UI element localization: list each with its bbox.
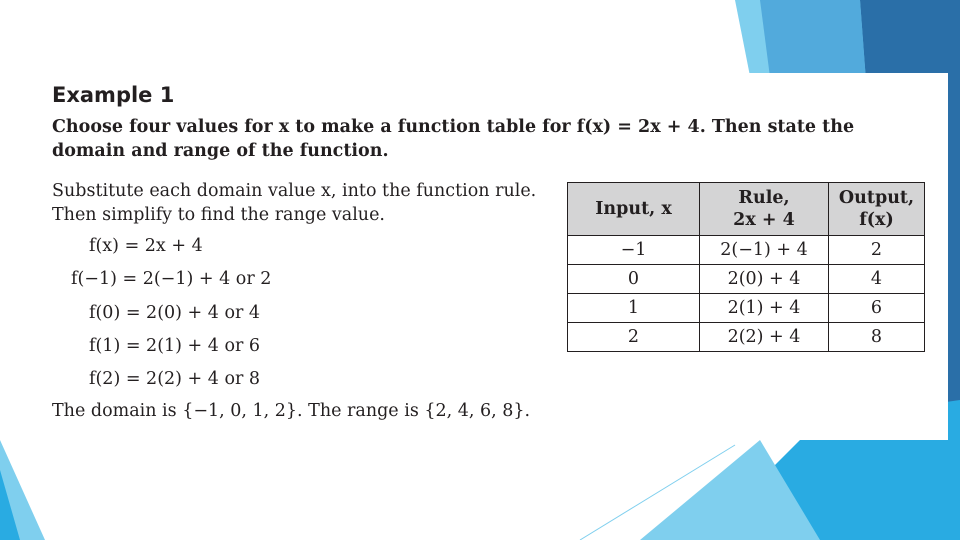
- cell-input: −1: [568, 236, 700, 265]
- header-rule: Rule, 2x + 4: [700, 183, 829, 236]
- example-card: [10, 73, 948, 440]
- table-header-row: [568, 183, 925, 236]
- step-line: f(x) = 2x + 4: [89, 236, 203, 256]
- cell-input: 0: [568, 265, 700, 294]
- header-output: Output, f(x): [829, 183, 925, 236]
- example-question: Choose four values for x to make a function table for f(x) = 2x + 4. Then state the domain and range of the function.: [52, 117, 855, 161]
- cell-output: 6: [829, 294, 925, 323]
- cell-input: 1: [568, 294, 700, 323]
- solution-intro: Substitute each domain value x, into the function rule. Then simplify to find the range value.: [52, 181, 537, 225]
- cell-rule: 2(2) + 4: [700, 323, 829, 352]
- step-line: f(2) = 2(2) + 4 or 8: [89, 369, 261, 389]
- table-row: [568, 265, 925, 294]
- step-line: f(0) = 2(0) + 4 or 4: [89, 303, 261, 323]
- table-row: [568, 294, 925, 323]
- cell-output: 4: [829, 265, 925, 294]
- table-row: [568, 236, 925, 265]
- cell-output: 8: [829, 323, 925, 352]
- cell-input: 2: [568, 323, 700, 352]
- domain-range-conclusion: The domain is {−1, 0, 1, 2}. The range is {2, 4, 6, 8}.: [52, 401, 531, 421]
- cell-output: 2: [829, 236, 925, 265]
- cell-rule: 2(1) + 4: [700, 294, 829, 323]
- cell-rule: 2(−1) + 4: [700, 236, 829, 265]
- example-heading: Example 1: [52, 83, 175, 107]
- function-table: [567, 182, 925, 352]
- table-row: [568, 323, 925, 352]
- step-line: f(−1) = 2(−1) + 4 or 2: [71, 269, 272, 289]
- cell-rule: 2(0) + 4: [700, 265, 829, 294]
- step-line: f(1) = 2(1) + 4 or 6: [89, 336, 261, 356]
- header-input: Input, x: [568, 183, 700, 236]
